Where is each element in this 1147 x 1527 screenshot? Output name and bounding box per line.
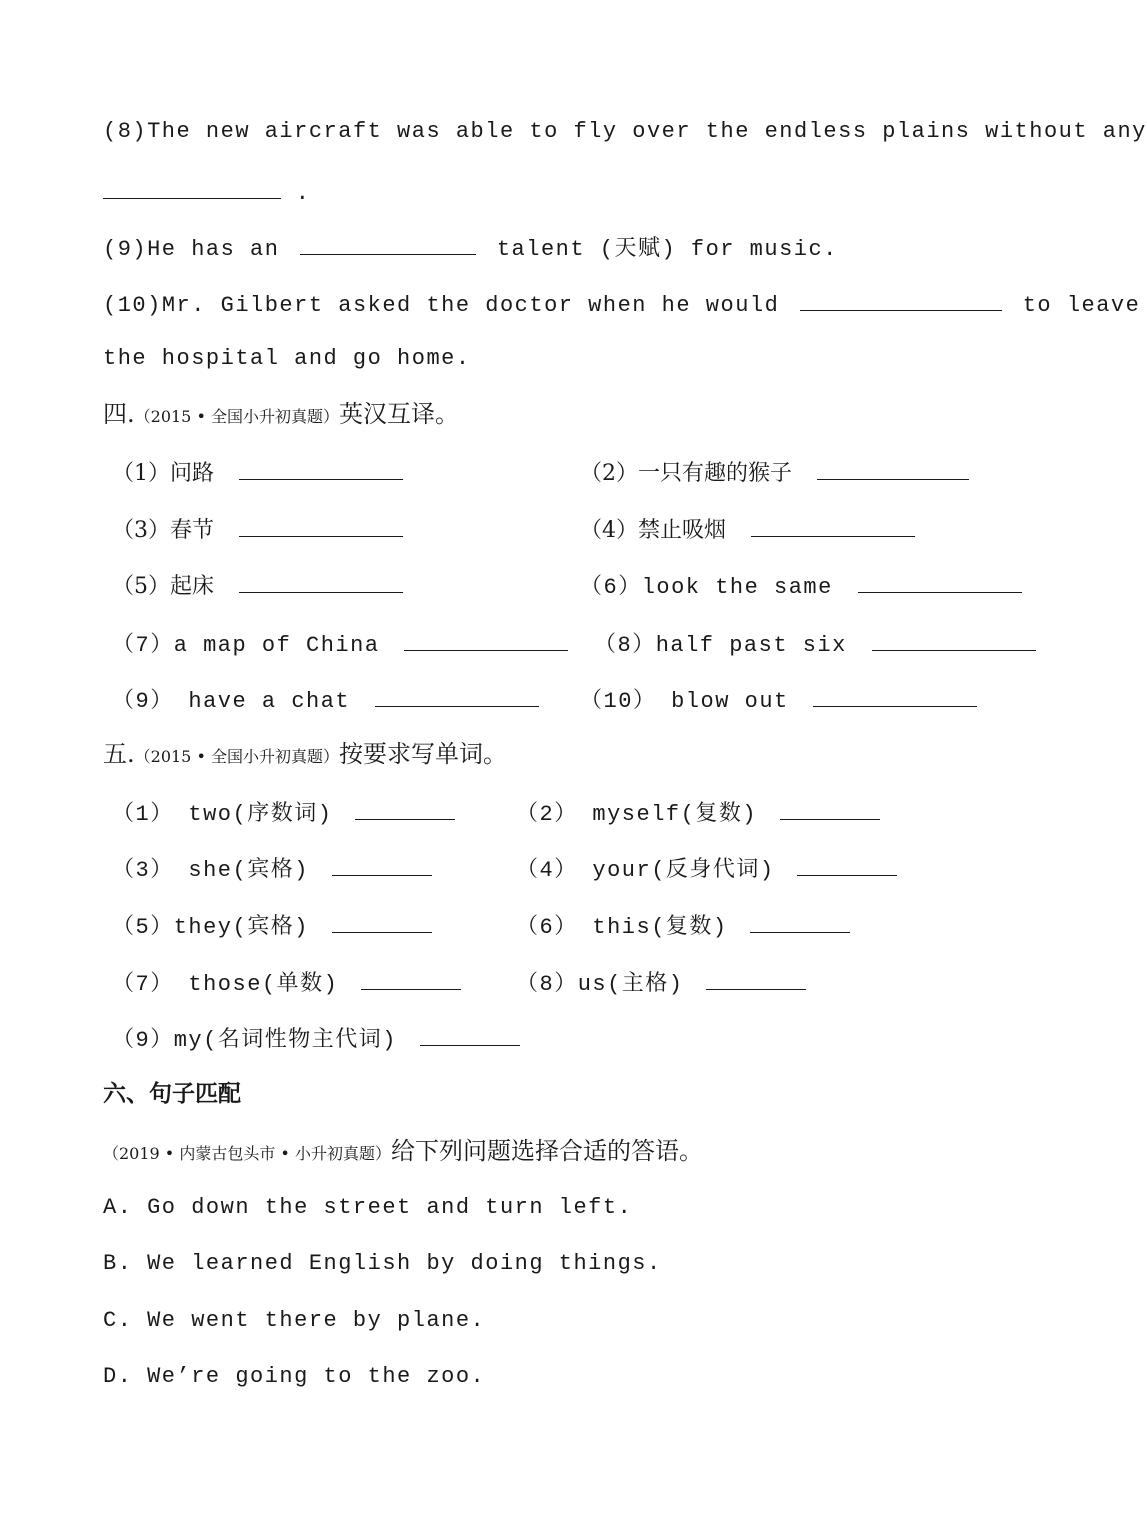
section-4-item	[112, 457, 403, 489]
section-5-item	[112, 967, 461, 999]
section-6-source: （2019 • 内蒙古包头市 • 小升初真题）	[103, 1144, 391, 1163]
answer-blank[interactable]	[355, 797, 455, 820]
answer-blank[interactable]	[404, 628, 568, 651]
item-label: （3） she(宾格)	[112, 858, 309, 883]
question-8-end: .	[295, 181, 311, 206]
section-5-item	[112, 1023, 520, 1055]
item-label: （2）一只有趣的猴子	[580, 461, 792, 486]
item-label: （7）a map of China	[112, 633, 380, 658]
item-label: （1）问路	[112, 461, 214, 486]
section-4-item	[112, 628, 568, 660]
question-10-line-2	[103, 345, 471, 373]
section-5-item	[516, 967, 806, 999]
item-label: （7） those(单数)	[112, 972, 339, 997]
answer-blank[interactable]	[103, 176, 281, 199]
section-4-item	[594, 628, 1036, 660]
item-label: （6） this(复数)	[516, 915, 728, 940]
question-9-pre: He has an	[147, 237, 280, 262]
section-4-item	[112, 514, 403, 546]
item-label: （9）my(名词性物主代词)	[112, 1028, 398, 1053]
section-4-item	[580, 457, 969, 489]
item-label: （8）us(主格)	[516, 972, 684, 997]
answer-blank[interactable]	[706, 967, 806, 990]
item-label: （6）look the same	[580, 575, 833, 600]
item-label: （5）they(宾格)	[112, 915, 309, 940]
section-4-item	[580, 570, 1022, 602]
section-6-instruction: 给下列问题选择合适的答语。	[390, 1137, 703, 1165]
answer-blank[interactable]	[375, 684, 539, 707]
section-5-item	[112, 797, 455, 829]
question-9-post: talent (天赋) for music.	[496, 237, 838, 262]
question-9-line	[103, 232, 838, 264]
section-5-item	[112, 853, 432, 885]
section-5-item	[516, 910, 850, 942]
item-label: （4） your(反身代词)	[516, 858, 775, 883]
answer-blank[interactable]	[239, 457, 403, 480]
answer-blank[interactable]	[813, 684, 977, 707]
answer-blank[interactable]	[361, 967, 461, 990]
section-5-instruction: 按要求写单词。	[338, 740, 507, 768]
section-5-source: （2015 • 全国小升初真题）	[134, 747, 339, 766]
section-4-heading	[103, 400, 459, 431]
section-4-item	[112, 684, 539, 716]
answer-blank[interactable]	[239, 570, 403, 593]
item-label: （8）half past six	[594, 633, 847, 658]
question-10-post: to leave	[1022, 293, 1141, 318]
answer-blank[interactable]	[751, 514, 915, 537]
section-4-number: 四.	[103, 400, 135, 428]
answer-blank[interactable]	[332, 910, 432, 933]
question-10-line-1	[103, 288, 1140, 320]
option-d: D. We’re going to the zoo.	[103, 1364, 486, 1389]
question-8-line-2	[103, 176, 310, 208]
question-10-number: (10)	[103, 293, 162, 318]
answer-blank[interactable]	[858, 570, 1022, 593]
item-label: （1） two(序数词)	[112, 802, 333, 827]
answer-blank[interactable]	[800, 288, 1002, 311]
answer-blank[interactable]	[872, 628, 1036, 651]
section-4-item	[580, 514, 915, 546]
option-a: A. Go down the street and turn left.	[103, 1195, 633, 1220]
question-10-cont: the hospital and go home.	[103, 346, 471, 371]
section-5-number: 五.	[103, 740, 135, 768]
answer-blank[interactable]	[239, 514, 403, 537]
answer-blank[interactable]	[780, 797, 880, 820]
question-10-pre: Mr. Gilbert asked the doctor when he would	[161, 293, 780, 318]
section-4-instruction: 英汉互译。	[338, 400, 459, 428]
section-4-source: （2015 • 全国小升初真题）	[134, 407, 339, 426]
section-5-item	[112, 910, 432, 942]
section-5-item	[516, 853, 897, 885]
item-label: （4）禁止吸烟	[580, 518, 726, 543]
question-9-number: (9)	[103, 237, 148, 262]
item-label: （3）春节	[112, 518, 214, 543]
option-b: B. We learned English by doing things.	[103, 1251, 662, 1276]
item-label: （9） have a chat	[112, 689, 351, 714]
question-8-line-1	[103, 118, 1147, 146]
section-5-heading	[103, 740, 507, 771]
section-6-instruction-line	[103, 1137, 703, 1168]
question-8-number: (8)	[103, 119, 148, 144]
section-4-item	[112, 570, 403, 602]
item-label: （5）起床	[112, 574, 214, 599]
option-c: C. We went there by plane.	[103, 1308, 486, 1333]
section-6-title: 六、句子匹配	[103, 1081, 241, 1107]
item-label: （10） blow out	[580, 689, 789, 714]
answer-blank[interactable]	[300, 232, 476, 255]
question-8-text: The new aircraft was able to fly over the endless plains without any	[147, 119, 1147, 144]
answer-blank[interactable]	[420, 1023, 520, 1046]
answer-blank[interactable]	[817, 457, 969, 480]
section-5-item	[516, 797, 880, 829]
answer-blank[interactable]	[332, 853, 432, 876]
answer-blank[interactable]	[750, 910, 850, 933]
section-4-item	[580, 684, 977, 716]
item-label: （2） myself(复数)	[516, 802, 758, 827]
answer-blank[interactable]	[797, 853, 897, 876]
